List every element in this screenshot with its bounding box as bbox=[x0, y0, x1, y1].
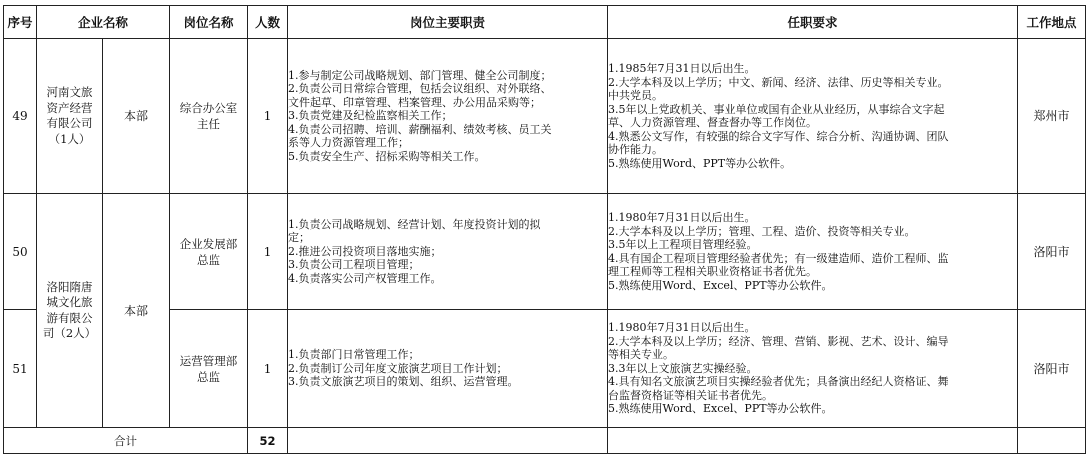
duty-line: 3.负责公司工程项目管理； bbox=[288, 258, 420, 272]
location-cell: 洛阳市 bbox=[1018, 194, 1086, 310]
header-seq: 序号 bbox=[4, 6, 37, 39]
duty-line: 2.负责公司日常综合管理，包括会议组织、对外联络、 bbox=[288, 82, 552, 96]
requirement-line: 2.大学本科及以上学历；管理、工程、造价、投资等相关专业。 bbox=[608, 224, 916, 238]
requirement-line: 2.大学本科及以上学历；经济、管理、营销、影视、艺术、设计、编导 bbox=[608, 334, 949, 348]
duty-line: 定； bbox=[288, 231, 311, 245]
requirement-line: 5.熟练使用Word、Excel、PPT等办公软件。 bbox=[608, 278, 833, 292]
company-name: 河南文旅资产经营有限公司（1人） bbox=[46, 85, 93, 146]
total-duties-empty bbox=[288, 428, 608, 454]
table-row bbox=[4, 194, 1086, 310]
count-cell: 1 bbox=[248, 194, 288, 310]
requirement-line: 4.具有知名文旅演艺项目实操经验者优先；具备演出经纪人资格证、舞 bbox=[608, 375, 949, 389]
requirement-line: 1.1980年7月31日以后出生。 bbox=[608, 321, 756, 335]
requirements-cell bbox=[608, 194, 1018, 310]
header-location: 工作地点 bbox=[1018, 6, 1086, 39]
duty-line: 文件起草、印章管理、档案管理、办公用品采购等； bbox=[288, 95, 542, 109]
position-cell bbox=[170, 310, 248, 428]
header-company: 企业名称 bbox=[37, 6, 170, 39]
duty-line: 4.负责公司招聘、培训、薪酬福利、绩效考核、员工关 bbox=[288, 122, 552, 136]
total-location-empty bbox=[1018, 428, 1086, 454]
duties-cell bbox=[288, 194, 608, 310]
requirement-line: 5.熟练使用Word、PPT等办公软件。 bbox=[608, 156, 792, 170]
position-cell bbox=[170, 194, 248, 310]
count-cell: 1 bbox=[248, 39, 288, 194]
requirement-line: 2.大学本科及以上学历；中文、新闻、经济、法律、历史等相关专业。 bbox=[608, 75, 949, 89]
seq-cell: 50 bbox=[4, 194, 37, 310]
duty-line: 5.负责安全生产、招标采购等相关工作。 bbox=[288, 149, 486, 163]
position-cell bbox=[170, 39, 248, 194]
requirement-line: 理工程师等工程相关职业资格证书者优先。 bbox=[608, 265, 818, 278]
seq-cell: 49 bbox=[4, 39, 37, 194]
location-cell: 洛阳市 bbox=[1018, 310, 1086, 428]
duty-line: 3.负责党建及纪检监察相关工作； bbox=[288, 109, 453, 123]
requirement-line: 台监督资格证等相关证书者优先。 bbox=[608, 388, 774, 402]
header-position: 岗位名称 bbox=[170, 6, 248, 39]
duty-line: 2.推进公司投资项目落地实施； bbox=[288, 244, 442, 258]
requirement-line: 4.熟悉公文写作，有较强的综合文字写作、综合分析、沟通协调、团队 bbox=[608, 129, 949, 143]
location-cell: 郑州市 bbox=[1018, 39, 1086, 194]
company-cell bbox=[37, 39, 103, 194]
requirement-line: 1.1980年7月31日以后出生。 bbox=[608, 211, 756, 224]
requirement-line: 中共党员。 bbox=[608, 89, 664, 102]
requirement-line: 1.1985年7月31日以后出生。 bbox=[608, 62, 756, 75]
header-requirements: 任职要求 bbox=[608, 6, 1018, 39]
requirement-line: 3.5年以上工程项目管理经验。 bbox=[608, 238, 758, 251]
duty-line: 系等人力资源管理工作； bbox=[288, 136, 410, 150]
company-cell bbox=[37, 194, 103, 428]
header-count: 人数 bbox=[248, 6, 288, 39]
header-row bbox=[4, 6, 1086, 39]
total-count: 52 bbox=[248, 428, 288, 454]
duty-line: 1.参与制定公司战略规划、部门管理、健全公司制度； bbox=[288, 68, 552, 82]
company-name: 洛阳隋唐城文化旅游有限公司（2人） bbox=[42, 279, 97, 340]
count-cell: 1 bbox=[248, 310, 288, 428]
position-name: 企业发展部总监 bbox=[179, 236, 238, 267]
total-requirements-empty bbox=[608, 428, 1018, 454]
requirement-line: 3.3年以上文旅演艺实操经验。 bbox=[608, 361, 758, 375]
requirement-line: 协作能力。 bbox=[608, 143, 664, 156]
total-row bbox=[4, 428, 1086, 454]
header-duties: 岗位主要职责 bbox=[288, 6, 608, 39]
duty-line: 2.负责制订公司年度文旅演艺项目工作计划； bbox=[288, 361, 508, 375]
duty-line: 4.负责落实公司产权管理工作。 bbox=[288, 271, 442, 285]
total-label: 合计 bbox=[4, 428, 248, 454]
requirement-line: 4.具有国企工程项目管理经验者优先；有一级建造师、造价工程师、监 bbox=[608, 251, 949, 265]
position-name: 综合办公室主任 bbox=[179, 101, 238, 131]
position-name: 运营管理部总监 bbox=[179, 353, 238, 384]
requirement-line: 草、人力资源管理、督查督办等工作岗位。 bbox=[608, 116, 818, 129]
table-row bbox=[4, 39, 1086, 194]
seq-cell: 51 bbox=[4, 310, 37, 428]
requirements-cell bbox=[608, 39, 1018, 194]
duties-cell bbox=[288, 310, 608, 428]
requirement-line: 等相关专业。 bbox=[608, 348, 675, 362]
recruitment-table bbox=[3, 5, 1086, 454]
requirements-cell bbox=[608, 310, 1018, 428]
duty-line: 1.负责部门日常管理工作； bbox=[288, 348, 420, 362]
duties-cell bbox=[288, 39, 608, 194]
duty-line: 3.负责文旅演艺项目的策划、组织、运营管理。 bbox=[288, 375, 519, 389]
duty-line: 1.负责公司战略规划、经营计划、年度投资计划的拟 bbox=[288, 217, 541, 231]
dept-cell: 本部 bbox=[103, 194, 170, 428]
dept-cell: 本部 bbox=[103, 39, 170, 194]
requirement-line: 5.熟练使用Word、Excel、PPT等办公软件。 bbox=[608, 402, 833, 416]
requirement-line: 3.5年以上党政机关、事业单位或国有企业从业经历，从事综合文字起 bbox=[608, 102, 945, 116]
